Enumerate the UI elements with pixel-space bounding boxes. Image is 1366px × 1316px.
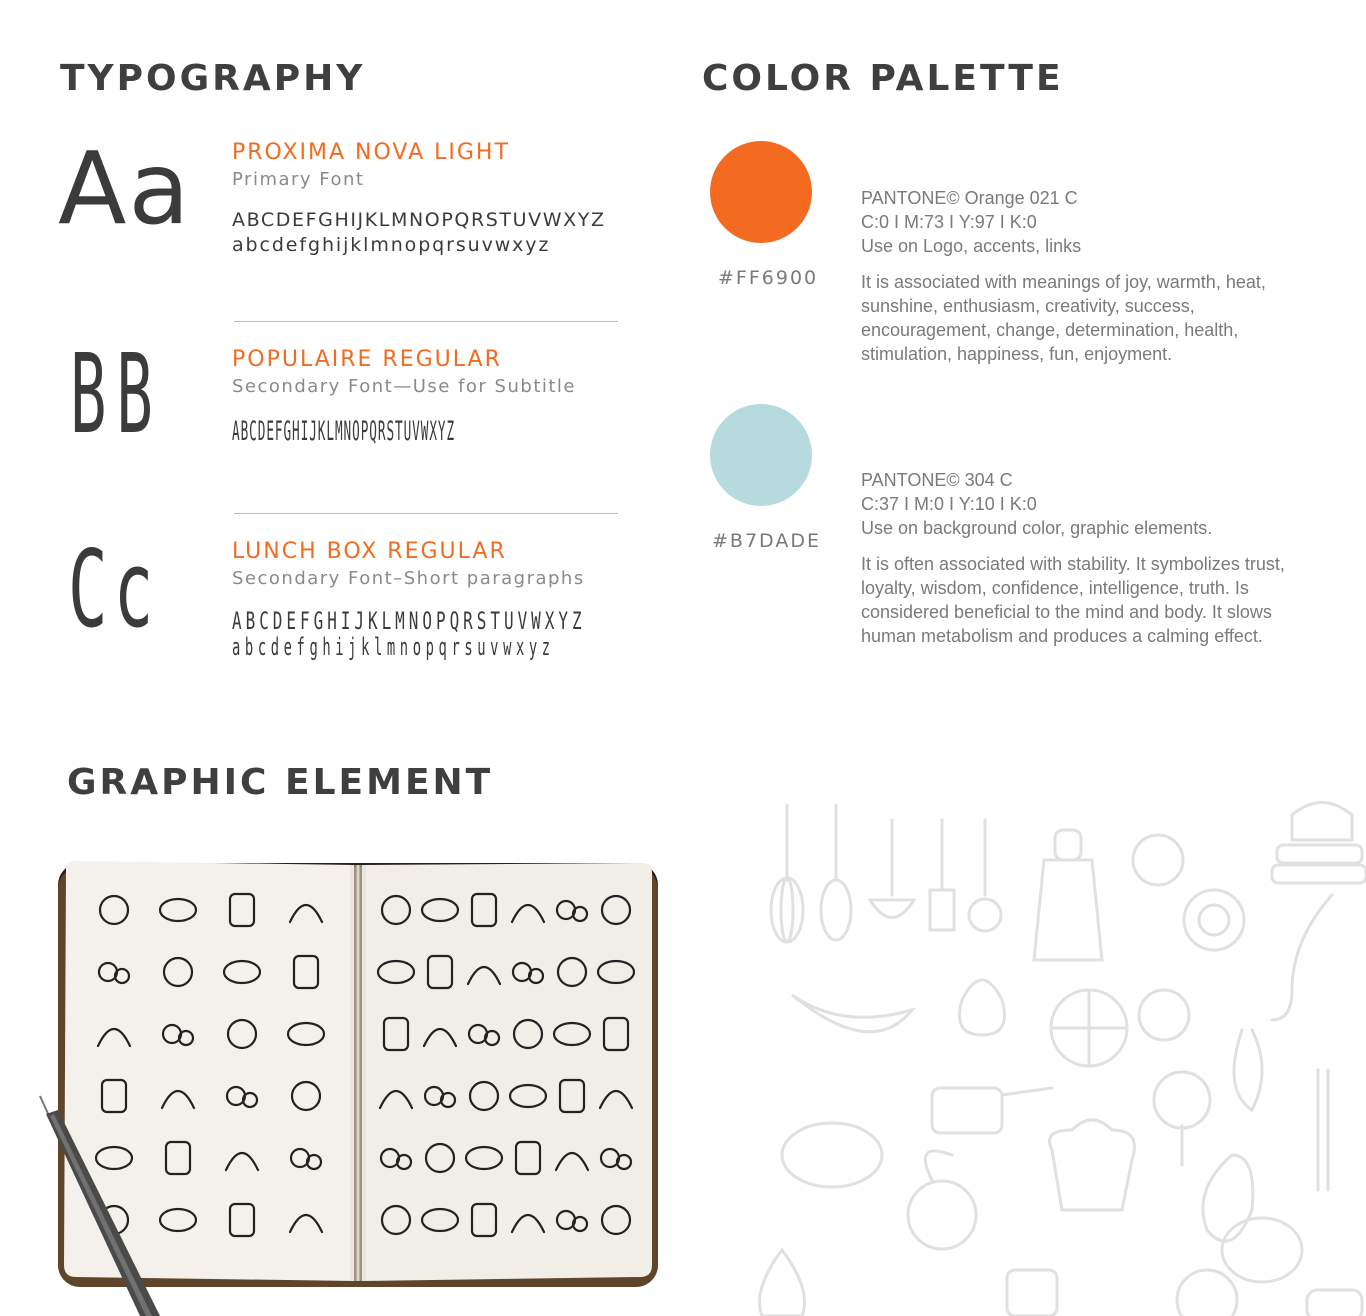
font-uppercase-sample-tertiary: ABCDEFGHIJKLMNOPQRSTUVWXYZ [232,607,586,635]
color-swatch-orange [710,141,812,243]
font-name-tertiary: LUNCH BOX REGULAR [232,539,507,564]
color-palette-title: COLOR PALETTE [702,58,1064,99]
font-uppercase-sample-primary: ABCDEFGHIJKLMNOPQRSTUVWXYZ [232,209,606,231]
font-sample-glyph-primary: Aa [58,130,192,247]
description-orange: It is associated with meanings of joy, warmth, heat, sunshine, enthusiasm, creativity, success, encouragement, change, determination, health, stimulation, happiness, fun, enjoyment. [861,272,1266,364]
color-hex-blue: #B7DADE [712,530,821,552]
kitchen-doodle-pattern [752,770,1366,1316]
color-hex-orange: #FF6900 [718,267,819,289]
pantone-blue: PANTONE© 304 C [861,470,1013,490]
font-uppercase-sample-secondary: ABCDEFGHIJKLMNOPQRSTUVWXYZ [232,416,456,447]
divider [234,513,618,514]
description-blue: It is often associated with stability. It symbolizes trust, loyalty, wisdom, confidence, intelligence, truth. Is considered beneficial to the mind and body. It slows human metabolism and produces a calming effect. [861,554,1285,646]
pantone-orange: PANTONE© Orange 021 C [861,188,1078,208]
font-sample-glyph-secondary: BB [70,330,163,458]
cmyk-blue: C:37 I M:0 I Y:10 I K:0 [861,494,1037,514]
font-name-primary: PROXIMA NOVA LIGHT [232,140,510,165]
usage-blue: Use on background color, graphic elements. [861,518,1213,538]
graphic-element-title: GRAPHIC ELEMENT [67,762,494,803]
font-lowercase-sample-primary: abcdefghijklmnopqrsuvwxyz [232,234,551,256]
typography-title: TYPOGRAPHY [60,58,366,99]
font-lowercase-sample-tertiary: abcdefghijklmnopqrsuvwxyz [232,633,555,661]
font-name-secondary: POPULAIRE REGULAR [232,347,502,372]
cmyk-orange: C:0 I M:73 I Y:97 I K:0 [861,212,1037,232]
usage-orange: Use on Logo, accents, links [861,236,1082,256]
font-role-tertiary: Secondary Font–Short paragraphs [232,568,585,589]
font-role-secondary: Secondary Font—Use for Subtitle [232,376,577,397]
divider [234,321,618,322]
color-swatch-blue [710,404,812,506]
font-sample-glyph-tertiary: Cc [68,528,160,651]
font-role-primary: Primary Font [232,169,365,190]
pen-illustration [28,1092,178,1316]
